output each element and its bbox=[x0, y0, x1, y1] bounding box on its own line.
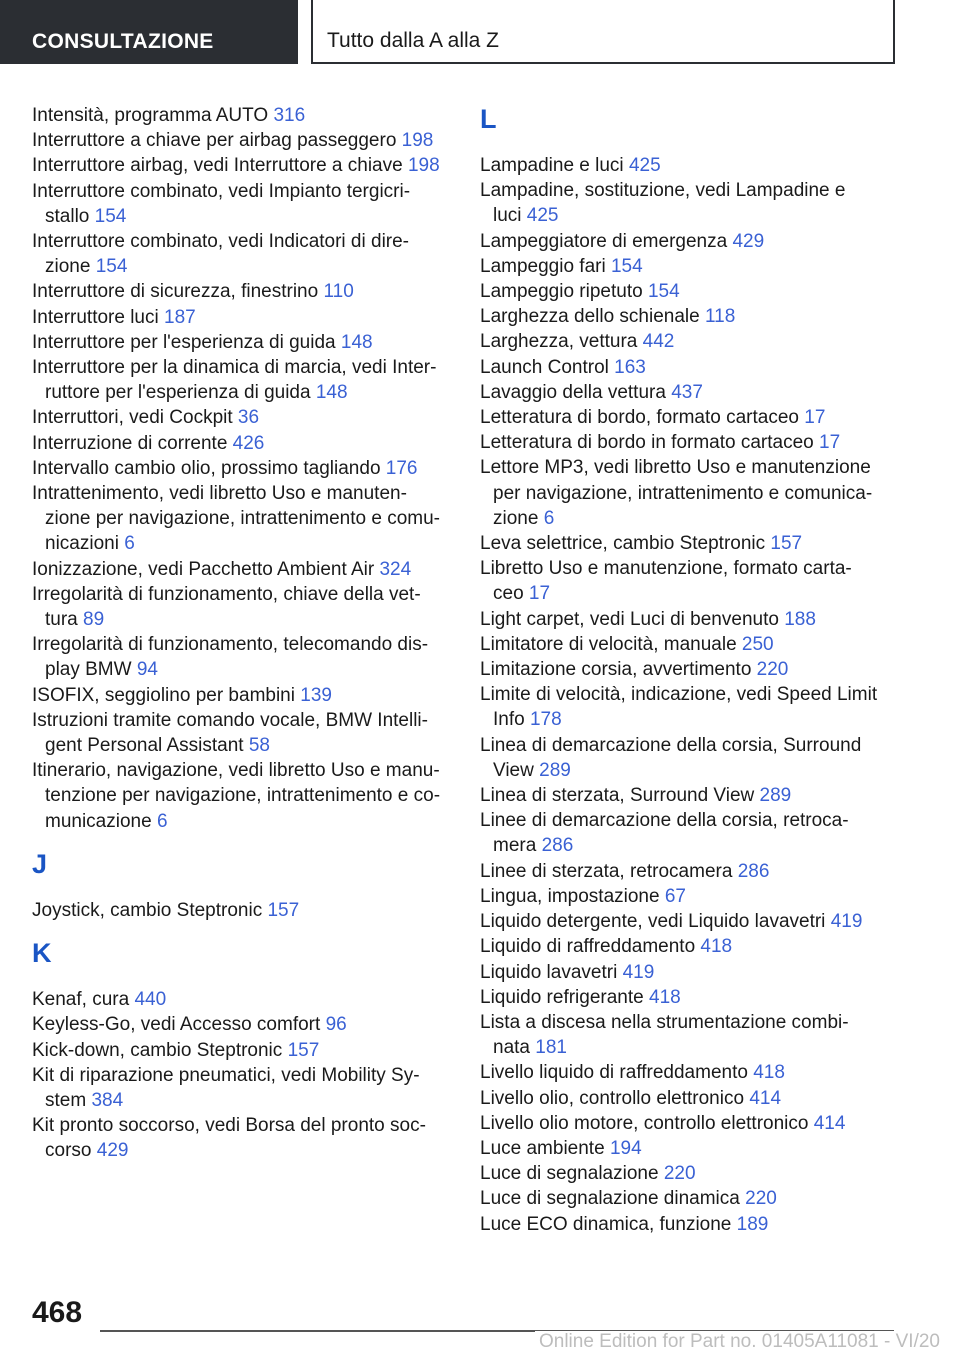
index-entry bbox=[480, 329, 890, 354]
index-entry bbox=[480, 355, 890, 380]
index-entry-text: Interruttore airbag, vedi Interruttore a chiave bbox=[32, 155, 403, 177]
index-entry-text: Larghezza, vettura bbox=[480, 331, 638, 353]
index-entry-text: Lampadine e luci bbox=[480, 155, 624, 176]
page-reference-link[interactable]: 67 bbox=[664, 885, 686, 907]
index-entry bbox=[480, 153, 890, 178]
page-reference-link[interactable]: 286 bbox=[737, 860, 770, 882]
index-entry bbox=[480, 279, 890, 304]
index-entry-text: Libretto Uso e manutenzione, formato carta- ceo bbox=[480, 558, 852, 605]
page-reference-link[interactable]: 220 bbox=[745, 1188, 777, 1210]
index-letter-heading: K bbox=[32, 938, 52, 969]
page-reference-link[interactable]: 17 bbox=[528, 583, 551, 605]
page-reference-link[interactable]: 426 bbox=[232, 432, 265, 454]
index-entry bbox=[32, 683, 442, 708]
index-entry-text: Interruttore luci bbox=[32, 306, 159, 328]
page-reference-link[interactable]: 198 bbox=[407, 155, 440, 177]
index-entry bbox=[480, 229, 890, 254]
section-tab bbox=[0, 0, 298, 64]
index-entry bbox=[32, 557, 442, 582]
page-reference-link[interactable]: 94 bbox=[136, 659, 158, 681]
index-entry-text: Irregolarità di funzionamento, chiave della vet- tura bbox=[32, 583, 421, 631]
page-reference-link[interactable]: 157 bbox=[770, 533, 803, 555]
page-reference-link[interactable]: 96 bbox=[325, 1014, 347, 1036]
index-entry bbox=[32, 153, 442, 178]
index-entry-text: Lampeggio fari bbox=[480, 255, 606, 277]
page-reference-link[interactable]: 157 bbox=[267, 899, 300, 921]
index-entry-text: Interruttore combinato, vedi Impianto tergicri- stallo bbox=[32, 180, 411, 227]
index-entry-text: Liquido di raffreddamento bbox=[480, 936, 696, 958]
chapter-tab bbox=[311, 0, 895, 64]
page-reference-link[interactable]: 176 bbox=[385, 457, 418, 479]
page-reference-link[interactable]: 440 bbox=[134, 989, 167, 1011]
index-entry bbox=[32, 128, 442, 153]
page-reference-link[interactable]: 384 bbox=[91, 1089, 124, 1111]
page-reference-link[interactable]: 6 bbox=[156, 810, 168, 832]
index-entry-text: Interruttore per la dinamica di marcia, vedi Inter- ruttore per l'esperienza di guida bbox=[32, 357, 437, 404]
page-reference-link[interactable]: 437 bbox=[671, 381, 703, 403]
page-reference-link[interactable]: 419 bbox=[622, 961, 655, 983]
index-entry-text: Linea di sterzata, Surround View bbox=[480, 785, 755, 807]
index-entry-text: Linea di demarcazione della corsia, Surround View bbox=[480, 734, 862, 781]
page-reference-link[interactable]: 148 bbox=[315, 382, 348, 404]
index-entry bbox=[480, 934, 890, 959]
index-entry bbox=[480, 405, 890, 430]
index-entry-text: Kit pronto soccorso, vedi Borsa del pronto soc- corso bbox=[32, 1115, 426, 1162]
index-entry bbox=[480, 808, 890, 858]
index-entry bbox=[32, 987, 442, 1012]
index-entry-text: Interruttore di sicurezza, finestrino bbox=[32, 281, 319, 303]
index-entry bbox=[480, 884, 890, 909]
index-entry bbox=[480, 531, 890, 556]
page-reference-link[interactable]: 154 bbox=[647, 281, 680, 303]
index-entry bbox=[32, 481, 442, 557]
index-entry bbox=[480, 430, 890, 455]
index-entry-text: Limite di velocità, indicazione, vedi Speed Limit Info bbox=[480, 684, 878, 731]
index-entry-text: Itinerario, navigazione, vedi libretto Uso e manu- tenzione per navigazione, intrattenimento e co- municazione bbox=[32, 760, 441, 832]
index-entry-text: Liquido detergente, vedi Liquido lavavetri bbox=[480, 911, 826, 933]
index-entry bbox=[480, 1111, 890, 1136]
index-entry-text: Lista a discesa nella strumentazione combi- nata bbox=[480, 1011, 849, 1059]
page-reference-link[interactable]: 418 bbox=[753, 1062, 785, 1084]
page-reference-link[interactable]: 148 bbox=[340, 331, 373, 353]
index-entry-text: Livello liquido di raffreddamento bbox=[480, 1062, 748, 1084]
index-entry bbox=[32, 1038, 442, 1063]
index-entry bbox=[480, 556, 890, 606]
index-entry bbox=[32, 279, 442, 304]
index-column-left bbox=[32, 103, 442, 1164]
chapter-title: Tutto dalla A alla Z bbox=[327, 29, 499, 52]
page-reference-link[interactable]: 17 bbox=[804, 407, 826, 429]
index-entry-text: Lavaggio della vettura bbox=[480, 381, 666, 403]
index-entry-text: Livello olio, controllo elettronico bbox=[480, 1087, 745, 1109]
index-entry bbox=[32, 305, 442, 330]
page-reference-link[interactable]: 316 bbox=[273, 105, 306, 126]
index-entry-text: Light carpet, vedi Luci di benvenuto bbox=[480, 608, 779, 630]
page-reference-link[interactable]: 414 bbox=[813, 1112, 846, 1134]
index-entry bbox=[32, 582, 442, 632]
page-reference-link[interactable]: 289 bbox=[539, 759, 571, 781]
page-reference-link[interactable]: 187 bbox=[164, 306, 196, 328]
index-letter-heading: J bbox=[32, 848, 48, 879]
index-entry-text: Intensità, programma AUTO bbox=[32, 105, 269, 126]
index-entry-text: Kenaf, cura bbox=[32, 989, 130, 1011]
index-entry-text: Interruttore combinato, vedi Indicatori di dire- zione bbox=[32, 231, 410, 278]
index-entry bbox=[480, 733, 890, 783]
page-reference-link[interactable]: 154 bbox=[610, 255, 643, 277]
index-letter-heading: L bbox=[480, 104, 497, 134]
index-entry bbox=[480, 909, 890, 934]
page-reference-link[interactable]: 139 bbox=[300, 684, 332, 706]
page-reference-link[interactable]: 188 bbox=[784, 608, 816, 630]
page-reference-link[interactable]: 154 bbox=[94, 205, 127, 227]
index-entry-text: Limitazione corsia, avvertimento bbox=[480, 659, 752, 681]
page-reference-link[interactable]: 220 bbox=[663, 1163, 696, 1185]
page-reference-link[interactable]: 17 bbox=[819, 432, 841, 454]
page-reference-link[interactable]: 194 bbox=[609, 1137, 642, 1159]
index-entry bbox=[480, 1010, 890, 1060]
page-reference-link[interactable]: 442 bbox=[642, 331, 675, 353]
index-entry bbox=[32, 229, 442, 279]
index-entry bbox=[480, 1060, 890, 1085]
index-entry-text: Lettore MP3, vedi libretto Uso e manutenzione per navigazione, intrattenimento e comunica- zione bbox=[480, 457, 873, 529]
page-reference-link[interactable]: 6 bbox=[124, 533, 135, 555]
page-reference-link[interactable]: 289 bbox=[759, 785, 792, 807]
page-reference-link[interactable]: 419 bbox=[830, 911, 863, 933]
page-reference-link[interactable]: 418 bbox=[700, 936, 733, 958]
page-reference-link[interactable]: 418 bbox=[649, 986, 681, 1008]
index-entry bbox=[32, 758, 442, 834]
page-reference-link[interactable]: 157 bbox=[287, 1039, 320, 1061]
index-entry-text: Lampeggio ripetuto bbox=[480, 281, 643, 303]
index-entry-text: Joystick, cambio Steptronic bbox=[32, 899, 263, 921]
index-entry bbox=[32, 431, 442, 456]
index-entry-text: ISOFIX, seggiolino per bambini bbox=[32, 684, 295, 706]
page-reference-link[interactable]: 425 bbox=[526, 205, 559, 227]
page-reference-link[interactable]: 163 bbox=[614, 356, 646, 378]
index-entry bbox=[480, 254, 890, 279]
page-reference-link[interactable]: 154 bbox=[95, 256, 128, 278]
page-reference-link[interactable]: 118 bbox=[705, 306, 736, 328]
index-entry bbox=[32, 708, 442, 758]
index-entry bbox=[480, 380, 890, 405]
index-entry bbox=[32, 179, 442, 229]
index-entry bbox=[32, 355, 442, 405]
edition-footer: Online Edition for Part no. 01405A11081 - VI/20 bbox=[535, 1331, 940, 1353]
index-entry-text: Letteratura di bordo, formato cartaceo bbox=[480, 407, 799, 429]
index-entry bbox=[480, 1161, 890, 1186]
page-reference-link[interactable]: 425 bbox=[628, 155, 661, 176]
index-entry-text: Irregolarità di funzionamento, telecomando dis- play BMW bbox=[32, 634, 429, 681]
index-entry-text: Lingua, impostazione bbox=[480, 885, 660, 907]
index-entry-text: Lampeggiatore di emergenza bbox=[480, 230, 728, 252]
index-entry-text: Linee di demarcazione della corsia, retroca- mera bbox=[480, 810, 849, 857]
page-reference-link[interactable]: 324 bbox=[379, 558, 412, 580]
index-entry-text: Luce di segnalazione dinamica bbox=[480, 1188, 740, 1210]
page-number: 468 bbox=[32, 1296, 83, 1329]
index-entry bbox=[480, 960, 890, 985]
section-title: CONSULTAZIONE bbox=[32, 30, 214, 53]
page-reference-link[interactable]: 429 bbox=[732, 230, 765, 252]
index-entry-text: Kit di riparazione pneumatici, vedi Mobility Sy- stem bbox=[32, 1064, 420, 1111]
index-entry-text: Interruttore per l'esperienza di guida bbox=[32, 331, 336, 353]
page-reference-link[interactable]: 429 bbox=[96, 1140, 129, 1162]
page-reference-link[interactable]: 110 bbox=[323, 281, 354, 303]
index-entry bbox=[480, 178, 890, 228]
page-reference-link[interactable]: 286 bbox=[541, 835, 574, 857]
index-entry bbox=[480, 682, 890, 732]
index-entry-text: Kick-down, cambio Steptronic bbox=[32, 1039, 283, 1061]
index-entry-text: Letteratura di bordo in formato cartaceo bbox=[480, 432, 814, 454]
index-entry-text: Keyless-Go, vedi Accesso comfort bbox=[32, 1014, 321, 1036]
page-reference-link[interactable]: 198 bbox=[401, 130, 434, 152]
index-entry-text: Limitatore di velocità, manuale bbox=[480, 633, 737, 655]
index-entry-text: Liquido lavavetri bbox=[480, 961, 618, 983]
page-reference-link[interactable]: 189 bbox=[736, 1213, 769, 1235]
index-entry bbox=[480, 985, 890, 1010]
page-reference-link[interactable]: 178 bbox=[529, 709, 562, 731]
page-reference-link[interactable]: 414 bbox=[749, 1087, 782, 1109]
index-entry-text: Intrattenimento, vedi libretto Uso e manuten- zione per navigazione, intrattenimento e comu- nicazioni bbox=[32, 483, 441, 555]
index-entry bbox=[480, 304, 890, 329]
index-entry bbox=[32, 1113, 442, 1163]
index-entry bbox=[32, 456, 442, 481]
index-entry-text: Launch Control bbox=[480, 356, 609, 378]
index-entry-text: Luce ECO dinamica, funzione bbox=[480, 1213, 732, 1235]
index-entry-text: Larghezza dello schienale bbox=[480, 306, 700, 328]
index-entry-text: Interruttori, vedi Cockpit bbox=[32, 407, 233, 429]
index-entry bbox=[32, 330, 442, 355]
index-entry bbox=[480, 632, 890, 657]
index-entry bbox=[480, 1086, 890, 1111]
index-entry-text: Livello olio motore, controllo elettronico bbox=[480, 1112, 809, 1134]
index-entry bbox=[480, 1186, 890, 1211]
index-entry bbox=[32, 1012, 442, 1037]
page-reference-link[interactable]: 220 bbox=[756, 659, 789, 681]
index-entry-text: Lampadine, sostituzione, vedi Lampadine e luci bbox=[480, 180, 846, 227]
index-entry bbox=[480, 1136, 890, 1161]
index-entry-text: Linee di sterzata, retrocamera bbox=[480, 860, 733, 882]
index-entry bbox=[480, 657, 890, 682]
index-entry bbox=[480, 455, 890, 531]
page-reference-link[interactable]: 89 bbox=[83, 609, 105, 631]
index-entry-text: Interruzione di corrente bbox=[32, 432, 228, 454]
index-entry-text: Leva selettrice, cambio Steptronic bbox=[480, 533, 766, 555]
page-reference-link[interactable]: 250 bbox=[741, 633, 774, 655]
index-entry-text: Intervallo cambio olio, prossimo tagliando bbox=[32, 457, 381, 479]
index-entry bbox=[480, 783, 890, 808]
page-reference-link[interactable]: 181 bbox=[535, 1037, 567, 1059]
index-entry bbox=[32, 405, 442, 430]
index-entry bbox=[480, 1212, 890, 1237]
index-column-right bbox=[480, 103, 890, 1237]
index-entry bbox=[32, 103, 442, 128]
index-entry-text: Interruttore a chiave per airbag passeggero bbox=[32, 130, 397, 152]
index-entry bbox=[480, 859, 890, 884]
index-entry bbox=[32, 1063, 442, 1113]
index-entry-text: Istruzioni tramite comando vocale, BMW Intelli- gent Personal Assistant bbox=[32, 709, 428, 757]
index-entry bbox=[32, 898, 442, 923]
index-entry-text: Luce ambiente bbox=[480, 1137, 605, 1159]
index-entry-text: Liquido refrigerante bbox=[480, 986, 644, 1008]
index-entry bbox=[480, 607, 890, 632]
index-entry-text: Luce di segnalazione bbox=[480, 1163, 659, 1185]
page-reference-link[interactable]: 36 bbox=[237, 407, 260, 429]
page-reference-link[interactable]: 58 bbox=[248, 735, 270, 757]
index-entry-text: Ionizzazione, vedi Pacchetto Ambient Air bbox=[32, 558, 375, 580]
page-reference-link[interactable]: 6 bbox=[543, 507, 555, 529]
index-entry bbox=[32, 632, 442, 682]
